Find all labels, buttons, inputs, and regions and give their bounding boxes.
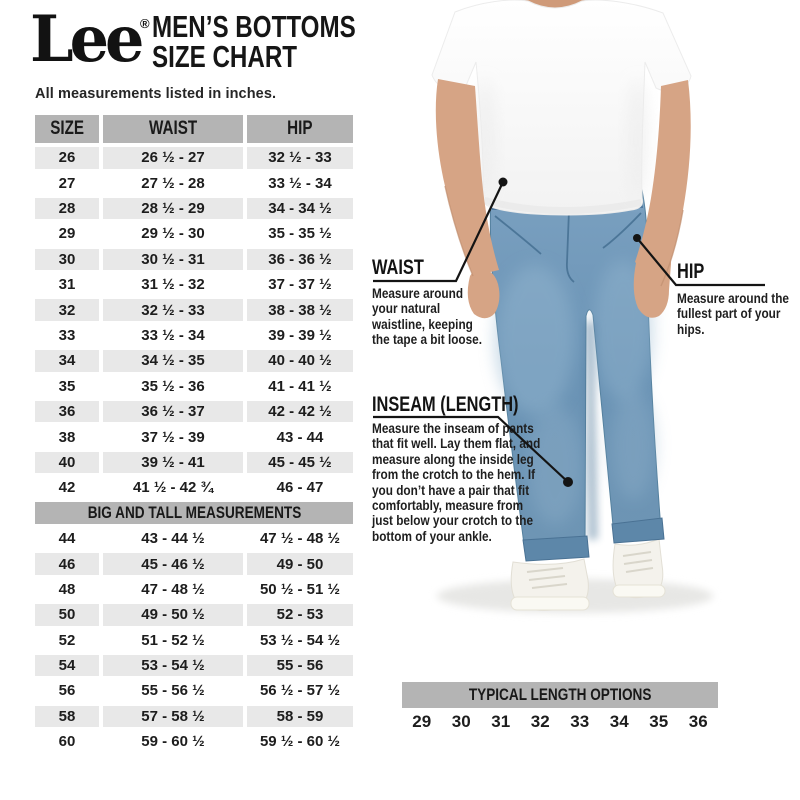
hip-cell: 50 ½ - 51 ½ — [259, 580, 341, 598]
size-cell: 29 — [58, 225, 76, 243]
waist-cell: 57 - 58 ½ — [103, 706, 243, 728]
size-cell: 58 — [35, 706, 99, 728]
size-cell: 28 — [35, 198, 99, 220]
size-cell: 54 — [35, 655, 99, 677]
hip-cell: 40 - 40 ½ — [247, 350, 353, 372]
size-cell: 30 — [35, 249, 99, 271]
size-row — [35, 325, 353, 347]
big-tall-size-rows — [35, 528, 353, 753]
size-row — [35, 274, 353, 296]
column-header-waist: WAIST — [103, 115, 243, 143]
size-row — [35, 452, 353, 474]
hip-annotation-text: Measure around the fullest part of your hips. — [677, 291, 789, 337]
size-table-header — [35, 115, 353, 143]
length-option: 31 — [491, 712, 511, 731]
size-cell: 42 — [58, 479, 76, 497]
size-row — [35, 249, 353, 271]
waist-cell: 36 ½ - 37 — [103, 401, 243, 423]
size-cell: 27 — [58, 174, 76, 192]
waist-annotation-text: Measure around your natural waistline, keeping the tape a bit loose. — [372, 286, 483, 348]
size-cell: 60 — [58, 733, 76, 751]
waist-cell: 37 ½ - 39 — [141, 428, 205, 446]
waist-cell: 47 - 48 ½ — [141, 580, 205, 598]
page-title-line1: MEN’S BOTTOMS — [152, 9, 356, 44]
hip-cell: 45 - 45 ½ — [247, 452, 353, 474]
size-cell: 50 — [35, 604, 99, 626]
size-row — [35, 350, 353, 372]
waist-cell: 53 - 54 ½ — [103, 655, 243, 677]
big-and-tall-banner: BIG AND TALL MEASUREMENTS — [35, 502, 353, 524]
size-cell: 26 — [35, 147, 99, 169]
size-row — [35, 579, 353, 601]
hip-cell: 38 - 38 ½ — [247, 299, 353, 321]
size-row — [35, 198, 353, 220]
waist-cell: 35 ½ - 36 — [141, 377, 205, 395]
size-cell: 40 — [35, 452, 99, 474]
hip-cell: 42 - 42 ½ — [247, 401, 353, 423]
length-option: 30 — [451, 712, 471, 731]
size-row — [35, 528, 353, 550]
waist-cell: 29 ½ - 30 — [141, 225, 205, 243]
page-title — [152, 9, 356, 74]
size-cell: 33 — [58, 326, 76, 344]
waist-cell: 43 - 44 ½ — [141, 530, 205, 548]
hip-cell: 35 - 35 ½ — [268, 225, 332, 243]
hip-cell: 33 ½ - 34 — [268, 174, 332, 192]
length-options-values — [402, 712, 718, 732]
waist-cell: 59 - 60 ½ — [141, 733, 205, 751]
waist-cell: 33 ½ - 34 — [141, 326, 205, 344]
registered-mark: ® — [140, 16, 150, 31]
size-cell: 38 — [58, 428, 76, 446]
size-cell: 31 — [58, 276, 76, 294]
size-row — [35, 629, 353, 651]
waist-cell: 39 ½ - 41 — [103, 452, 243, 474]
size-cell: 46 — [35, 553, 99, 575]
hip-cell: 32 ½ - 33 — [247, 147, 353, 169]
page-title-line2: SIZE CHART — [152, 39, 298, 74]
size-row — [35, 604, 353, 626]
hip-cell: 59 ½ - 60 ½ — [259, 733, 341, 751]
regular-size-rows — [35, 147, 353, 499]
hip-cell: 49 - 50 — [247, 553, 353, 575]
measurements-note: All measurements listed in inches. — [35, 86, 277, 102]
inseam-annotation-text: Measure the inseam of pants that fit well. Lay them flat, and measure along the inside leg from the crotch to the hem. If you don’t have a pair that fit comfortably, measure from just below your crotch to the bottom of your ankle. — [372, 421, 541, 544]
waist-cell: 49 - 50 ½ — [103, 604, 243, 626]
waist-cell: 32 ½ - 33 — [103, 299, 243, 321]
length-option: 35 — [649, 712, 669, 731]
size-row — [35, 553, 353, 575]
hip-cell: 47 ½ - 48 ½ — [259, 530, 341, 548]
column-header-hip: HIP — [247, 115, 353, 143]
waist-cell: 27 ½ - 28 — [141, 174, 205, 192]
size-cell: 56 — [58, 682, 76, 700]
hip-cell: 41 - 41 ½ — [268, 377, 332, 395]
waist-cell: 55 - 56 ½ — [141, 682, 205, 700]
size-row — [35, 147, 353, 169]
hip-cell: 34 - 34 ½ — [247, 198, 353, 220]
size-cell: 32 — [35, 299, 99, 321]
length-option: 34 — [609, 712, 629, 731]
waist-cell: 31 ½ - 32 — [141, 276, 205, 294]
size-row — [35, 299, 353, 321]
waist-cell: 51 - 52 ½ — [141, 631, 205, 649]
size-row — [35, 376, 353, 398]
size-cell: 52 — [58, 631, 76, 649]
size-cell: 34 — [35, 350, 99, 372]
size-table — [35, 115, 353, 756]
size-row — [35, 223, 353, 245]
hip-cell: 53 ½ - 54 ½ — [259, 631, 341, 649]
size-cell: 48 — [58, 580, 76, 598]
inseam-annotation-label: INSEAM (LENGTH) — [372, 393, 519, 416]
hip-cell: 58 - 59 — [247, 706, 353, 728]
hip-cell: 56 ½ - 57 ½ — [259, 682, 341, 700]
size-cell: 35 — [58, 377, 76, 395]
length-option: 29 — [412, 712, 432, 731]
waist-cell: 28 ½ - 29 — [103, 198, 243, 220]
hip-cell: 36 - 36 ½ — [247, 249, 353, 271]
waist-cell: 26 ½ - 27 — [103, 147, 243, 169]
hip-cell: 37 - 37 ½ — [268, 276, 332, 294]
size-cell: 36 — [35, 401, 99, 423]
hip-cell: 43 - 44 — [276, 428, 324, 446]
column-header-size: SIZE — [35, 115, 99, 143]
hip-cell: 39 - 39 ½ — [268, 326, 332, 344]
length-options-banner: TYPICAL LENGTH OPTIONS — [402, 682, 718, 708]
size-row — [35, 172, 353, 194]
waist-cell: 34 ½ - 35 — [103, 350, 243, 372]
size-row — [35, 426, 353, 448]
length-option: 33 — [570, 712, 590, 731]
hip-cell: 55 - 56 — [247, 655, 353, 677]
size-row — [35, 680, 353, 702]
size-cell: 44 — [58, 530, 76, 548]
size-row — [35, 401, 353, 423]
waist-annotation-label: WAIST — [372, 256, 424, 279]
lee-logo: Lee — [30, 2, 141, 77]
size-row — [35, 655, 353, 677]
size-row — [35, 477, 353, 499]
hip-annotation-label: HIP — [677, 260, 705, 283]
hip-cell: 52 - 53 — [247, 604, 353, 626]
length-option: 32 — [530, 712, 550, 731]
size-row — [35, 731, 353, 753]
waist-cell: 30 ½ - 31 — [103, 249, 243, 271]
waist-cell: 41 ½ - 42 ¾ — [132, 479, 214, 497]
hip-cell: 46 - 47 — [276, 479, 324, 497]
size-row — [35, 706, 353, 728]
waist-cell: 45 - 46 ½ — [103, 553, 243, 575]
length-option: 36 — [688, 712, 708, 731]
